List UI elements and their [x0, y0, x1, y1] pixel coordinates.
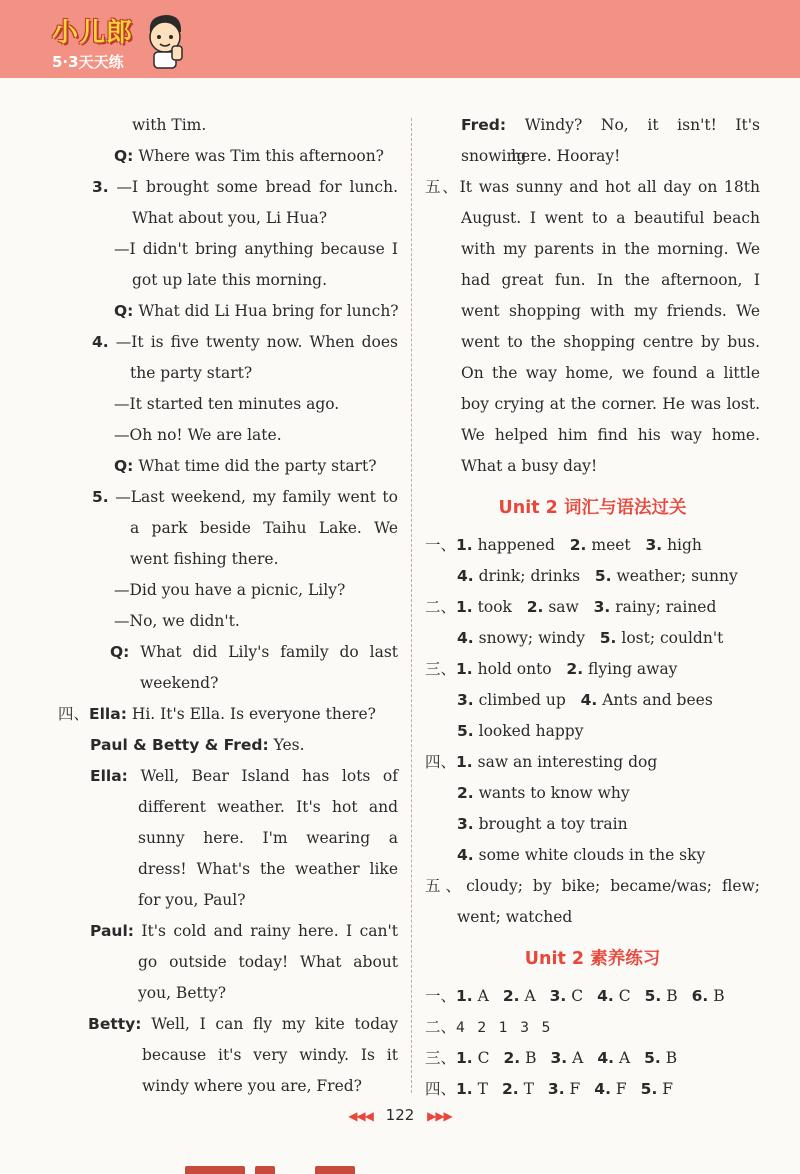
answer-line: 一、1. happened 2. meet 3. high	[425, 536, 702, 554]
dialogue-line: got up late this morning.	[132, 271, 328, 289]
answer-number: 1.	[456, 1080, 473, 1098]
answer-number: 4.	[594, 1080, 611, 1098]
answer-choice: F	[657, 1080, 674, 1098]
answer-number: 5.	[640, 1080, 658, 1098]
passage-line: had great fun. In the afternoon, I	[461, 271, 760, 289]
column-divider	[411, 118, 412, 1093]
unit-title-vocab: Unit 2 词汇与语法过关	[498, 498, 687, 518]
answer-number: 3.	[549, 987, 567, 1005]
brand-logo	[52, 12, 133, 72]
question-line: Q: What time did the party start?	[114, 457, 377, 475]
dialogue-line: different weather. It's hot and	[138, 798, 398, 816]
passage-line: with my parents in the morning. We	[461, 240, 760, 258]
dialogue-line: Betty: Well, I can fly my kite today	[88, 1015, 398, 1033]
answer-line: 4. snowy; windy 5. lost; couldn't	[457, 629, 724, 647]
dialogue-line: —Oh no! We are late.	[114, 426, 282, 444]
passage-line: boy crying at the corner. He was lost.	[461, 395, 760, 413]
answer-choice: F	[610, 1080, 627, 1098]
dialogue-line: a park beside Taihu Lake. We	[130, 519, 398, 537]
answer-line: 四、1. T 2. T 3. F 4. F 5. F	[425, 1080, 674, 1098]
brand-title: 小儿郎	[52, 18, 134, 48]
dialogue-line: windy where you are, Fred?	[142, 1077, 362, 1095]
passage-line: We helped him find his way home.	[461, 426, 760, 444]
dialogue-line: —It started ten minutes ago.	[114, 395, 340, 413]
dialogue-line: 3. —I brought some bread for lunch.	[92, 178, 398, 196]
answer-number: 3.	[547, 1080, 565, 1098]
text-line: with Tim.	[132, 116, 207, 134]
dialogue-line: because it's very windy. Is it	[142, 1046, 398, 1064]
page-number-bar	[0, 1106, 800, 1124]
answer-line: 4. drink; drinks 5. weather; sunny	[457, 567, 738, 585]
answer-choice: C	[613, 987, 631, 1005]
dialogue-line: dress! What's the weather like	[138, 860, 398, 878]
dialogue-line: Fred: Windy? No, it isn't! It's snowing	[461, 116, 760, 165]
answer-line: 3. brought a toy train	[457, 815, 628, 833]
answer-number: 2.	[503, 1049, 521, 1067]
answer-number: 3.	[550, 1049, 568, 1067]
answer-line: 四、1. saw an interesting dog	[425, 753, 658, 771]
dialogue-line: the party start?	[130, 364, 253, 382]
bottom-edge-tabs	[0, 1162, 800, 1174]
passage-line: August. I went to a beautiful beach	[461, 209, 760, 227]
dialogue-line: 4. —It is five twenty now. When does	[92, 333, 398, 351]
passage-line: What a busy day!	[461, 457, 598, 475]
question-line: Q: Where was Tim this afternoon?	[114, 147, 384, 165]
mascot-boy-icon	[142, 10, 188, 72]
answer-line: 二、4 2 1 3 5	[425, 1018, 551, 1036]
answer-choice: C	[472, 1049, 490, 1067]
answer-number: 5.	[644, 1049, 661, 1067]
answer-choice: T	[472, 1080, 488, 1098]
answer-line: 2. wants to know why	[457, 784, 630, 802]
dialogue-line: —Did you have a picnic, Lily?	[114, 581, 346, 599]
answer-choice: B	[520, 1049, 537, 1067]
answer-choice: A	[472, 987, 489, 1005]
answer-choice: A	[567, 1049, 584, 1067]
answer-choice: A	[614, 1049, 631, 1067]
page-number: 122	[385, 1106, 415, 1124]
passage-line: On the way home, we found a little	[461, 364, 760, 382]
dialogue-line: 四、Ella: Hi. It's Ella. Is everyone there?	[58, 705, 376, 723]
answer-number: 6.	[691, 987, 709, 1005]
dialogue-line: here. Hooray!	[511, 147, 621, 165]
answer-choice: B	[660, 1049, 678, 1067]
left-arrows-icon: ◀◀◀	[348, 1109, 373, 1123]
passage-line: went shopping with my friends. We	[461, 302, 760, 320]
right-arrows-icon: ▶▶▶	[427, 1109, 452, 1123]
edge-tab	[255, 1166, 275, 1174]
answer-number: 2.	[501, 1080, 519, 1098]
dialogue-line: went fishing there.	[130, 550, 279, 568]
passage-line: 五、It was sunny and hot all day on 18th	[425, 178, 760, 196]
unit-title-practice: Unit 2 素养练习	[524, 949, 661, 969]
answer-line: 三、1. hold onto 2. flying away	[425, 660, 678, 678]
dialogue-line: Ella: Well, Bear Island has lots of	[90, 767, 398, 785]
answer-line: 4. some white clouds in the sky	[457, 846, 706, 864]
answer-line: 五、cloudy; by bike; became/was; flew;	[425, 877, 760, 895]
answer-line: 三、1. C 2. B 3. A 4. A 5. B	[425, 1049, 678, 1067]
answer-number: 1.	[456, 987, 473, 1005]
question-line: Q: What did Lily's family do last	[110, 643, 398, 661]
answer-choice: B	[661, 987, 678, 1005]
answer-number: 4.	[597, 987, 614, 1005]
left-column	[58, 110, 398, 1102]
dialogue-line: Paul: It's cold and rainy here. I can't	[90, 922, 398, 940]
answer-choice: C	[566, 987, 584, 1005]
dialogue-line: sunny here. I'm wearing a	[138, 829, 398, 847]
answer-line: 3. climbed up 4. Ants and bees	[457, 691, 713, 709]
answer-line: 5. looked happy	[457, 722, 584, 740]
dialogue-line: 5. —Last weekend, my family went to	[92, 488, 398, 506]
dialogue-line: you, Betty?	[138, 984, 227, 1002]
edge-tab	[315, 1166, 355, 1174]
answer-number: 4.	[597, 1049, 615, 1067]
dialogue-line: —No, we didn't.	[114, 612, 240, 630]
answer-choice: A	[519, 987, 536, 1005]
dialogue-line: for you, Paul?	[138, 891, 246, 909]
answer-choice: B	[708, 987, 725, 1005]
question-line: Q: What did Li Hua bring for lunch?	[114, 302, 399, 320]
right-column	[425, 110, 760, 1105]
passage-line: went to the shopping centre by bus.	[461, 333, 760, 351]
dialogue-line: What about you, Li Hua?	[132, 209, 328, 227]
page-header	[0, 0, 800, 78]
answer-number: 5.	[644, 987, 662, 1005]
question-line: weekend?	[140, 674, 219, 692]
dialogue-line: Paul & Betty & Fred: Yes.	[90, 736, 305, 754]
answer-line: went; watched	[457, 908, 573, 926]
dialogue-line: —I didn't bring anything because I	[114, 240, 398, 258]
answer-line: 一、1. A 2. A 3. C 4. C 5. B 6. B	[425, 987, 725, 1005]
answer-number: 2.	[502, 987, 520, 1005]
answer-line: 二、1. took 2. saw 3. rainy; rained	[425, 598, 717, 616]
answer-number: 1.	[456, 1049, 473, 1067]
series-name: 5·3天天练	[52, 53, 124, 71]
edge-tab	[185, 1166, 245, 1174]
answer-choice: F	[564, 1080, 581, 1098]
answer-choice: T	[518, 1080, 534, 1098]
dialogue-line: go outside today! What about	[138, 953, 398, 971]
